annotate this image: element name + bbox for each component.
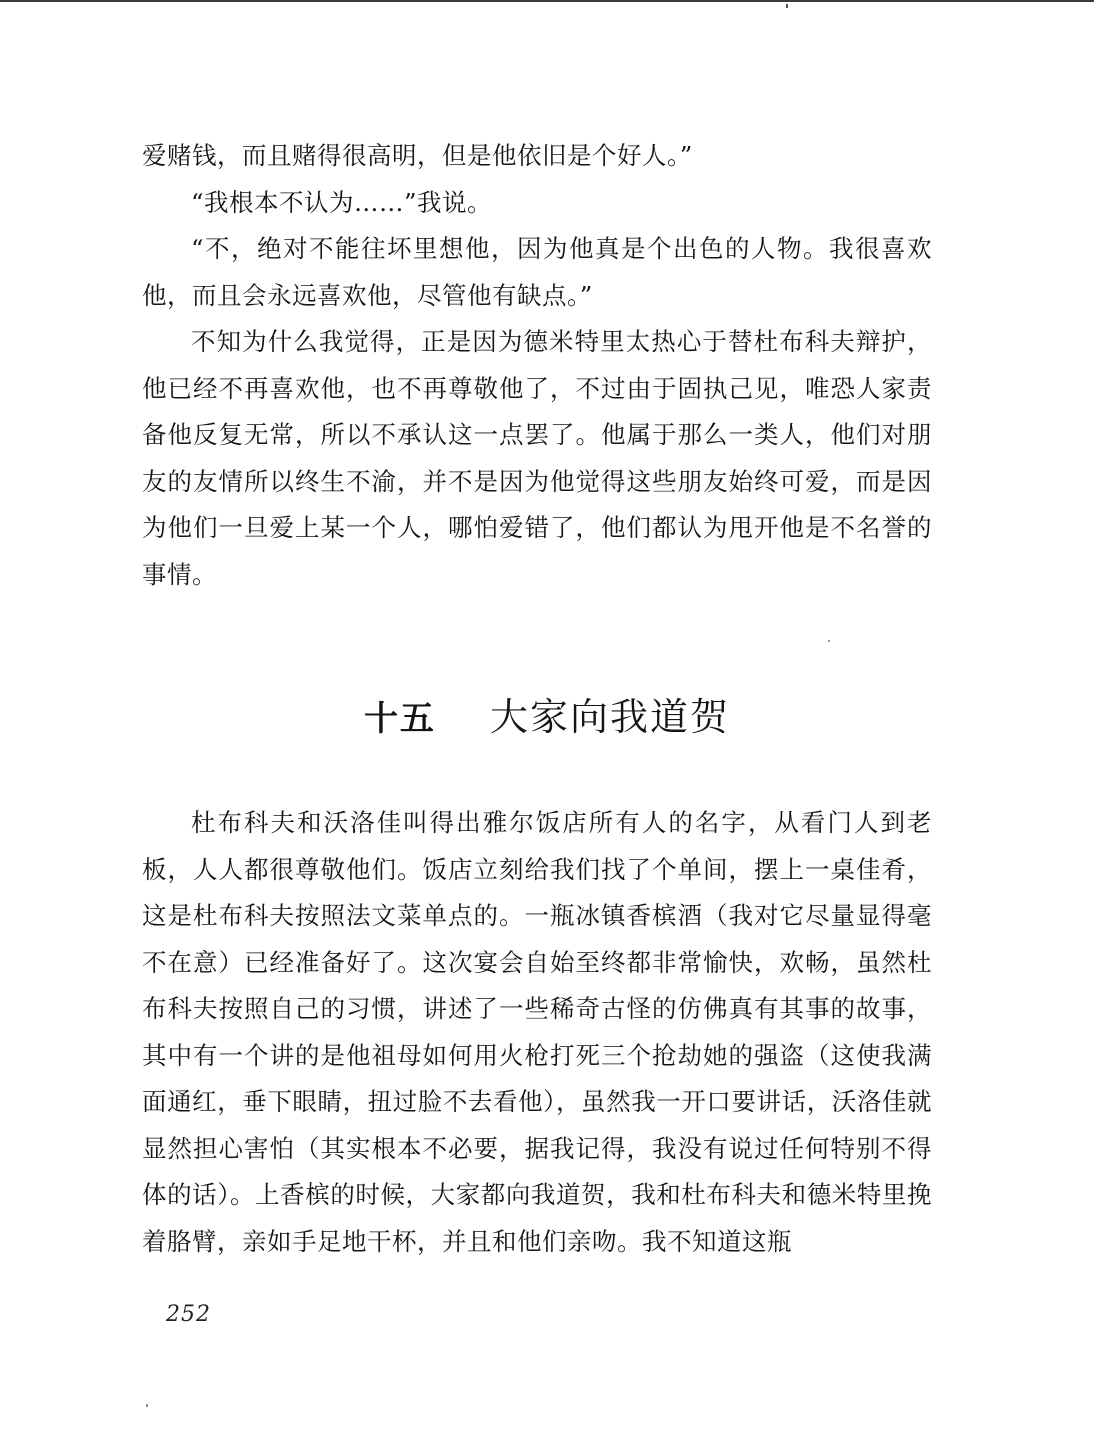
paragraph: 爱赌钱，而且赌得很高明，但是他依旧是个好人。” xyxy=(142,141,693,170)
section-2-text xyxy=(142,800,932,1265)
scan-speck xyxy=(828,640,830,642)
section-1-text xyxy=(142,133,932,598)
chapter-heading xyxy=(0,690,1094,746)
paragraph: 不知为什么我觉得，正是因为德米特里太热心于替杜布科夫辩护，他已经不再喜欢他，也不再尊敬他了，不过由于固执己见，唯恐人家责备他反复无常，所以不承认这一点罢了。他属于那么一类人，他们对朋友的友情所以终生不渝，并不是因为他觉得这些朋友始终可爱，而是因为他们一旦爱上某一个人，哪怕爱错了，他们都认为甩开他是不名誉的事情。 xyxy=(142,327,932,589)
paragraph: “我根本不认为……”我说。 xyxy=(191,187,493,217)
paragraph: “不，绝对不能往坏里想他，因为他真是个出色的人物。我很喜欢他，而且会永远喜欢他，尽管他有缺点。” xyxy=(142,234,932,310)
paragraph: 杜布科夫和沃洛佳叫得出雅尔饭店所有人的名字，从看门人到老板，人人都很尊敬他们。饭店立刻给我们找了个单间，摆上一桌佳肴，这是杜布科夫按照法文菜单点的。一瓶冰镇香槟酒（我对它尽量显得毫不在意）已经准备好了。这次宴会自始至终都非常愉快，欢畅，虽然杜布科夫按照自己的习惯，讲述了一些稀奇古怪的仿佛真有其事的故事，其中有一个讲的是他祖母如何用火枪打死三个抢劫她的强盗（这使我满面通红，垂下眼睛，扭过脸不去看他），虽然我一开口要讲话，沃洛佳就显然担心害怕（其实根本不必要，据我记得，我没有说过任何特别不得体的话）。上香槟的时候，大家都向我道贺，我和杜布科夫和德米特里挽着胳臂，亲如手足地干杯，并且和他们亲吻。我不知道这瓶 xyxy=(142,808,932,1256)
scan-speck xyxy=(786,4,788,8)
chapter-title: 大家向我道贺 xyxy=(490,695,731,739)
scan-speck xyxy=(146,1404,148,1407)
chapter-number: 十五 xyxy=(363,699,436,739)
page-top-edge xyxy=(0,0,1094,2)
page-number: 252 xyxy=(166,1302,211,1327)
